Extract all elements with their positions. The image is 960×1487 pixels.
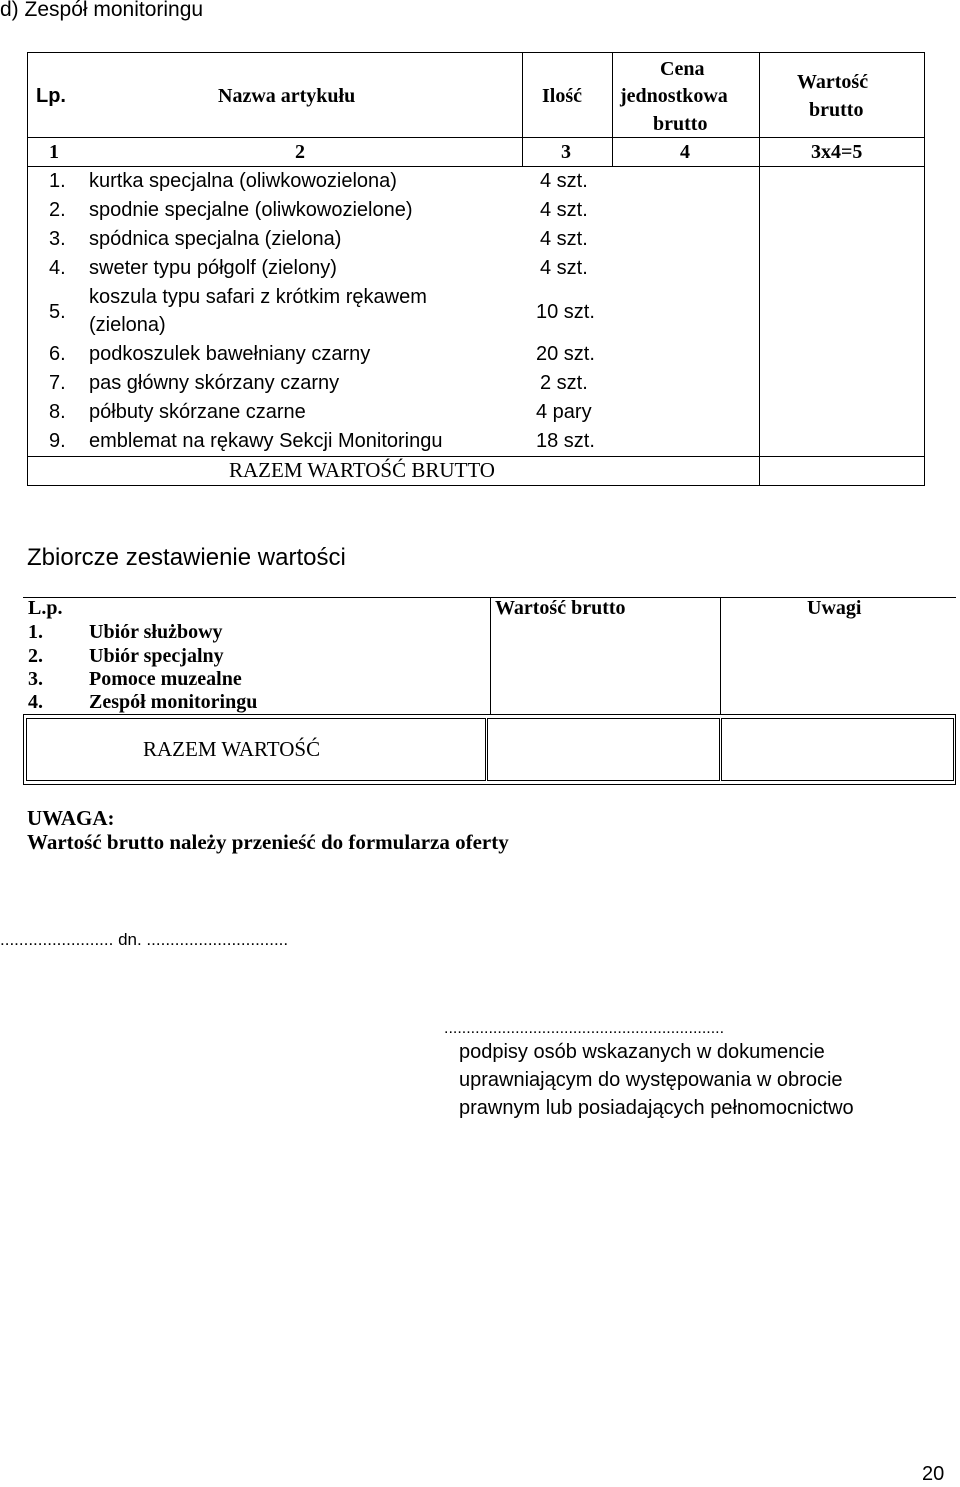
summary-total-label: RAZEM WARTOŚĆ <box>143 737 321 761</box>
row-name: spódnica specjalna (zielona) <box>89 228 342 250</box>
summary-row-name: Pomoce muzealne <box>89 668 242 690</box>
row-name: półbuty skórzane czarne <box>89 401 306 423</box>
row-lp: 8. <box>49 401 66 423</box>
row-lp: 6. <box>49 343 66 365</box>
row-lp: 1. <box>49 170 66 192</box>
row-qty: 18 szt. <box>536 430 595 452</box>
index-col1: 1 <box>49 141 59 163</box>
header-lp: Lp. <box>36 85 66 107</box>
row-name: kurtka specjalna (oliwkowozielona) <box>89 170 397 192</box>
page-number: 20 <box>922 1463 945 1485</box>
row-qty: 4 szt. <box>540 199 588 221</box>
note-text: Wartość brutto należy przenieść do formularza oferty <box>27 830 509 854</box>
row-lp: 2. <box>49 199 66 221</box>
section-title: d) Zespół monitoringu <box>0 0 204 21</box>
row-qty: 4 szt. <box>540 228 588 250</box>
row-name-line2: (zielona) <box>89 314 166 336</box>
header-value-line1: Wartość <box>797 71 869 93</box>
row-lp: 7. <box>49 372 66 394</box>
row-qty: 10 szt. <box>536 301 595 323</box>
header-price-line1: Cena <box>660 58 705 80</box>
summary-header-notes: Uwagi <box>807 597 862 619</box>
row-name: emblemat na rękawy Sekcji Monitoringu <box>89 430 443 452</box>
row-qty: 4 pary <box>536 401 592 423</box>
signature-caption-line1: podpisy osób wskazanych w dokumencie <box>459 1041 825 1063</box>
total-label: RAZEM WARTOŚĆ BRUTTO <box>229 458 495 482</box>
place-date-line: ........................ dn. .............................. <box>0 930 289 949</box>
summary-row-name: Ubiór służbowy <box>89 621 223 643</box>
header-value-line2: brutto <box>809 99 864 121</box>
row-lp: 5. <box>49 301 66 323</box>
summary-title: Zbiorcze zestawienie wartości <box>27 544 346 571</box>
index-col4: 4 <box>680 141 690 163</box>
row-qty: 4 szt. <box>540 257 588 279</box>
summary-row-name: Ubiór specjalny <box>89 645 224 667</box>
row-name: pas główny skórzany czarny <box>89 372 340 394</box>
row-lp: 4. <box>49 257 66 279</box>
row-name: sweter typu półgolf (zielony) <box>89 257 337 279</box>
header-qty: Ilość <box>542 85 582 107</box>
row-lp: 9. <box>49 430 66 452</box>
index-col5: 3x4=5 <box>811 141 863 163</box>
index-col2: 2 <box>295 141 305 163</box>
summary-row-lp: 4. <box>28 691 43 713</box>
row-name: spodnie specjalne (oliwkowozielone) <box>89 199 413 221</box>
row-lp: 3. <box>49 228 66 250</box>
summary-table <box>23 597 956 785</box>
signature-caption-line3: prawnym lub posiadających pełnomocnictwo <box>459 1097 854 1119</box>
row-qty: 4 szt. <box>540 170 588 192</box>
summary-header-lp: L.p. <box>28 597 63 619</box>
row-qty: 20 szt. <box>536 343 595 365</box>
header-name: Nazwa artykułu <box>218 85 356 107</box>
header-price-line2: jednostkowa <box>620 85 728 107</box>
signature-dots: ............................................................... <box>444 1020 725 1037</box>
summary-row-name: Zespół monitoringu <box>89 691 258 713</box>
row-name: podkoszulek bawełniany czarny <box>89 343 371 365</box>
row-qty: 2 szt. <box>540 372 588 394</box>
items-table <box>27 52 925 486</box>
header-price-line3: brutto <box>653 113 708 135</box>
summary-header-value: Wartość brutto <box>495 597 626 619</box>
signature-caption-line2: uprawniającym do występowania w obrocie <box>459 1069 843 1091</box>
note-heading: UWAGA: <box>27 806 115 830</box>
summary-row-lp: 1. <box>28 621 43 643</box>
index-col3: 3 <box>561 141 571 163</box>
summary-row-lp: 2. <box>28 645 43 667</box>
row-name-line1: koszula typu safari z krótkim rękawem <box>89 286 427 308</box>
summary-row-lp: 3. <box>28 668 43 690</box>
